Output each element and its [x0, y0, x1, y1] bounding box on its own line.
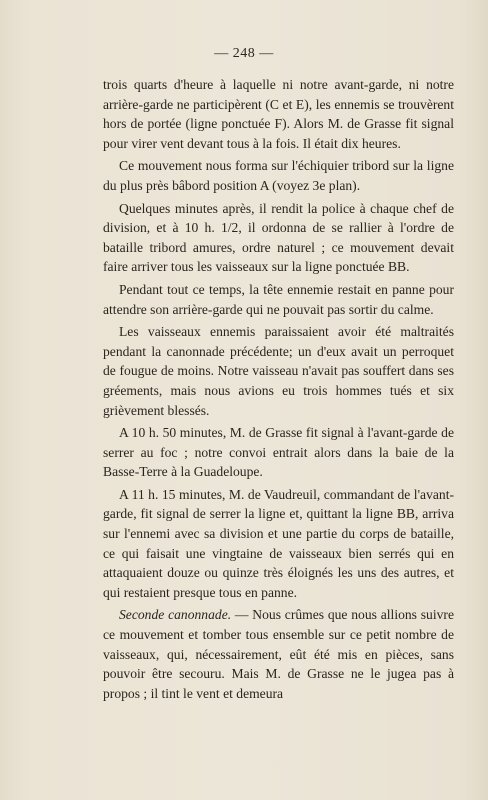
paragraph-4: Pendant tout ce temps, la tête ennemie restait en panne pour attendre son arrière-garde qui ne pouvait pas sortir du calme. — [103, 281, 454, 317]
paragraph-2: Ce mouvement nous forma sur l'échiquier tribord sur la ligne du plus près bâbord position A (voyez 3e plan). — [103, 158, 454, 193]
page-body — [103, 75, 454, 706]
section-heading: Seconde canonnade. — [119, 607, 232, 623]
paragraph-8-text: — Nous crûmes que nous allions suivre ce mouvement et tomber tous ensemble sur ce petit nombre de vaisseaux, qui, nécessairement, eût été mis en pièces, sans pouvoir être secouru. Mais M. de Grasse ne le jugea pas à propos ; il tint le vent et demeura — [103, 607, 454, 701]
paragraph-3: Quelques minutes après, il rendit la police à chaque chef de division, et à 10 h. 1/2, il ordonna de se rallier à l'ordre de bataille tribord amures, ordre naturel ; ce mouvement devait faire arriver tous les vaisseaux sur la ligne ponctuée BB. — [103, 200, 454, 275]
paragraph-5: Les vaisseaux ennemis paraissaient avoir été maltraités pendant la canonnade précédente; un d'eux avait un perroquet de fougue de moins. Notre vaisseau n'avait pas souffert dans ses gréements, mais nous avions eu trois hommes tués et six grièvement blessés. — [103, 324, 454, 418]
paragraph-6: A 10 h. 50 minutes, M. de Grasse fit signal à l'avant-garde de serrer au foc ; notre convoi entrait alors dans la baie de la Basse-Terre à la Guadeloupe. — [103, 425, 454, 480]
page-number: — 248 — — [214, 46, 274, 61]
paragraph-1: trois quarts d'heure à laquelle ni notre avant-garde, ni notre arrière-garde ne participèrent (C et E), les ennemis se trouvèrent hors de portée (ligne ponctuée F). Alors M. de Grasse fit signal pour virer vent devant tous à la fois. Il était dix heures. — [103, 77, 454, 151]
paragraph-8 — [103, 605, 454, 703]
paragraph-7: A 11 h. 15 minutes, M. de Vaudreuil, commandant de l'avant-garde, fit signal de serrer la ligne et, quittant la ligne BB, arriva sur l'ennemi avec sa division et une partie du corps de bataille, ce qui faisait une vingtaine de vaisseaux bien serrés qui en attaquaient douze ou quinze très éloignés les uns des autres, et qui restaient presque tous en panne. — [103, 486, 454, 600]
